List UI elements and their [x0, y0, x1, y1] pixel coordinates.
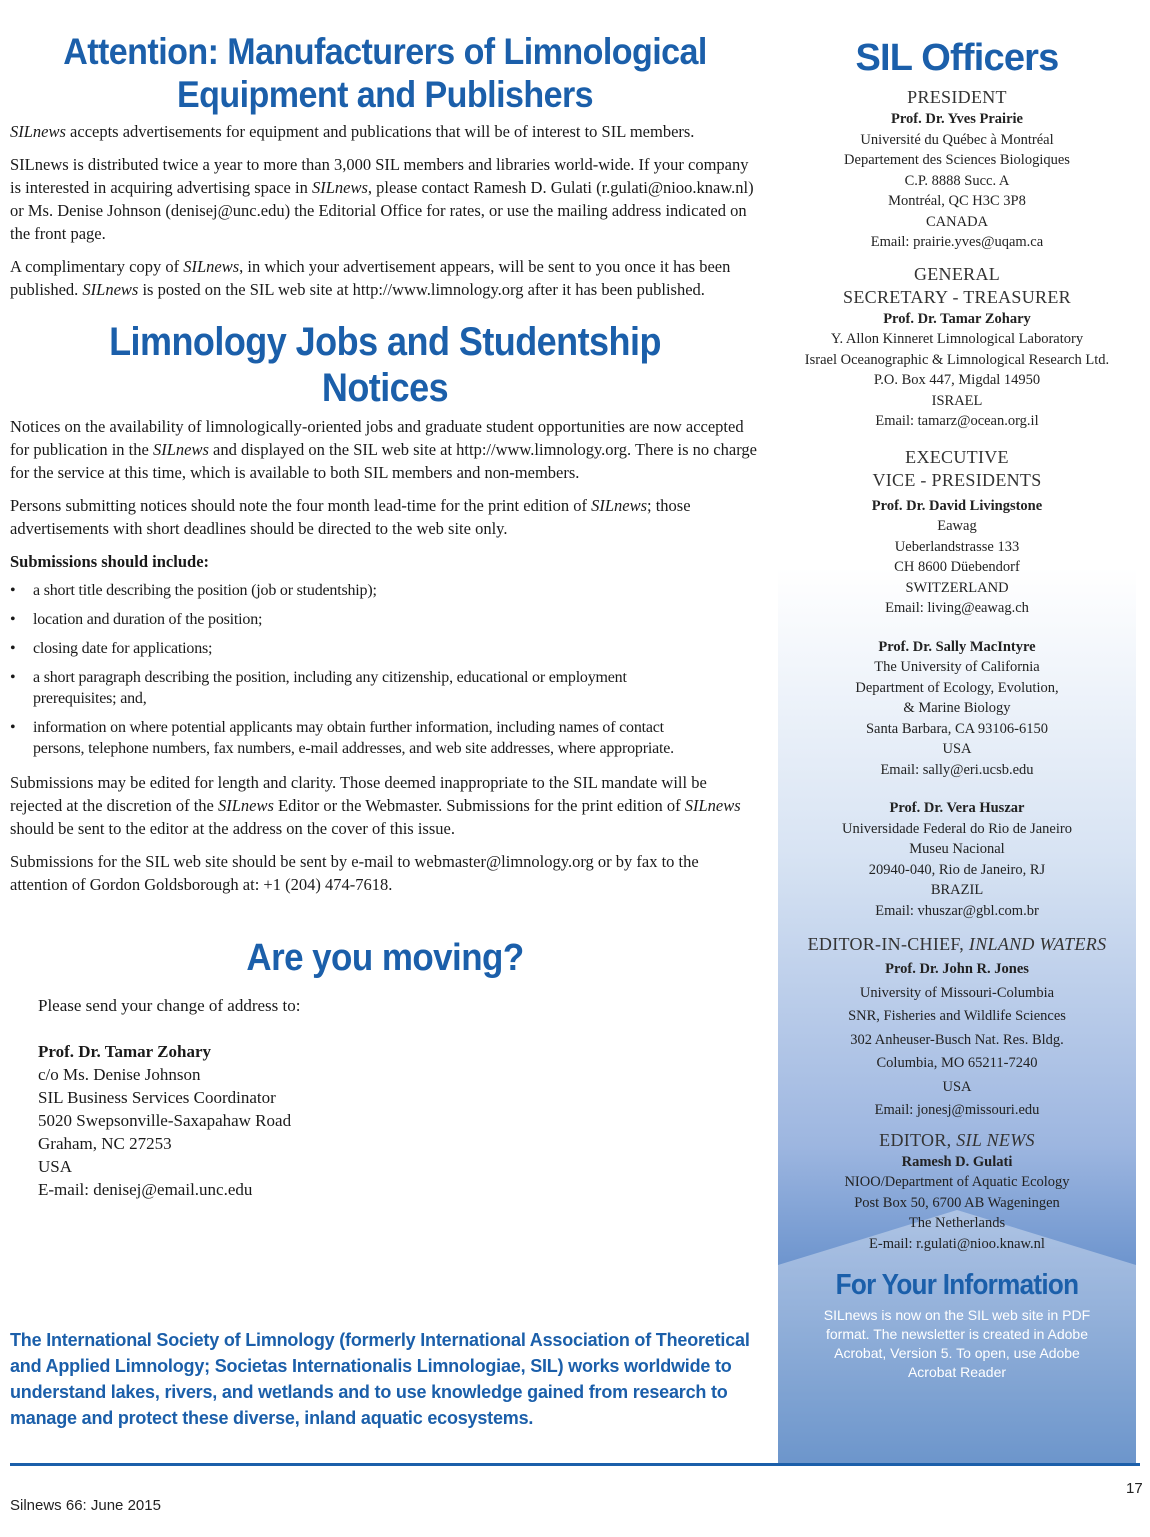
editor-details	[778, 1152, 1136, 1255]
attention-p3-text-a: A complimentary copy of	[10, 257, 184, 276]
president-role: PRESIDENT	[907, 87, 1007, 107]
moving-address-block	[38, 994, 760, 1201]
silnews-italic: SILnews	[218, 796, 274, 815]
officer-line: USA	[942, 1078, 972, 1095]
officer-line: Columbia, MO 65211-7240	[876, 1055, 1038, 1071]
silnews-italic: SILnews	[311, 178, 368, 197]
list-item-text: information on where potential applicants may obtain further information, including names of contact persons, telephone numbers, fax numbers, e-mail addresses, and web site addresses, where appropriate.	[33, 719, 674, 757]
vp-details	[778, 496, 1136, 619]
list-item	[10, 717, 760, 759]
moving-address-line: SIL Business Services Coordinator	[38, 1088, 276, 1107]
bullet-icon: •	[10, 582, 16, 599]
sidebar-content	[778, 20, 1136, 1382]
editor-role-text: EDITOR,	[879, 1129, 957, 1150]
officer-email: E-mail: r.gulati@nioo.knaw.nl	[869, 1235, 1045, 1252]
issue-label: Silnews 66: June 2015	[10, 1497, 161, 1514]
bullet-icon: •	[10, 719, 16, 736]
officer-line: P.O. Box 447, Migdal 14950	[873, 372, 1041, 388]
fyi-heading: For Your Information	[835, 1269, 1079, 1301]
list-item	[10, 638, 760, 659]
attention-p3-text-b: , in which your advertisement appears, will be sent to you once it has been published.	[10, 257, 731, 299]
jobs-paragraph-2	[10, 494, 760, 540]
submissions-list	[10, 580, 760, 759]
attention-p2-text-a: SILnews is distributed twice a year to more than 3,000 SIL members and libraries world-wide. If your company is interested in acquiring advertising space in	[10, 155, 749, 197]
officer-line: Departement des Sciences Biologiques	[844, 152, 1070, 168]
attention-paragraph-1	[10, 120, 760, 143]
officer-line: NIOO/Department of Aquatic Ecology	[844, 1174, 1070, 1190]
attention-p3-text-c: is posted on the SIL web site at http://www.limnology.org after it has been published.	[138, 280, 705, 299]
vps-role-line2: VICE - PRESIDENTS	[872, 469, 1042, 490]
list-item	[10, 667, 760, 709]
officer-line: Universidade Federal do Rio de Janeiro	[842, 820, 1072, 837]
jobs-heading: Limnology Jobs and Studentship Notices	[109, 320, 661, 410]
moving-address-line: Graham, NC 27253	[38, 1134, 172, 1153]
jobs-p2-text-b: ; those advertisements with short deadlines should be directed to the web site only.	[10, 496, 691, 538]
editor-role-italic: SIL NEWS	[956, 1129, 1035, 1150]
officer-name: Prof. Dr. David Livingstone	[871, 497, 1043, 514]
jobs-p1-text-a: Notices on the availability of limnologically-oriented jobs and graduate student opportunities are now accepted for publication in the	[10, 417, 744, 459]
moving-contact-name: Prof. Dr. Tamar Zohary	[38, 1042, 212, 1061]
eic-details	[778, 958, 1136, 1123]
officers-title: SIL Officers	[855, 37, 1059, 79]
jobs-paragraph-4: Submissions for the SIL web site should be sent by e-mail to webmaster@limnology.org or by fax to the attention of Gordon Goldsborough at: +1 (204) 474-7618.	[10, 852, 699, 894]
attention-p1-text: accepts advertisements for equipment and publications that will be of interest to SIL members.	[65, 122, 695, 141]
eic-role-italic: INLAND WATERS	[968, 934, 1107, 954]
officer-line: BRAZIL	[930, 882, 984, 898]
jobs-p3-text-b: Editor or the Webmaster. Submissions for the print edition of	[273, 796, 685, 815]
list-item-text: a short title describing the position (job or studentship);	[33, 582, 377, 599]
eic-role-text: EDITOR-IN-CHIEF,	[807, 934, 969, 954]
jobs-p1-text-b: and displayed on the SIL web site at http://www.limnology.org. There is no charge for the service at this time, which is available to both SIL members and non-members.	[10, 440, 757, 482]
officer-email: Email: prairie.yves@uqam.ca	[870, 234, 1044, 250]
bullet-icon: •	[10, 640, 16, 657]
officer-line: Université du Québec à Montréal	[860, 131, 1054, 148]
attention-heading-line1: Attention: Manufacturers of Limnological	[63, 31, 707, 72]
officer-name: Prof. Dr. Vera Huszar	[889, 800, 1025, 816]
officer-email: Email: vhuszar@gbl.com.br	[875, 902, 1039, 919]
vps-role-line1: EXECUTIVE	[905, 446, 1009, 467]
president-details	[778, 109, 1136, 253]
secretary-details	[778, 309, 1136, 432]
list-item-text: closing date for applications;	[33, 640, 213, 657]
officer-name: Prof. Dr. Yves Prairie	[891, 111, 1023, 127]
officer-line: Department of Ecology, Evolution,	[855, 679, 1059, 696]
officer-line: CH 8600 Düebendorf	[894, 559, 1020, 575]
silnews-italic: SILnews	[152, 440, 209, 459]
officer-line: Y. Allon Kinneret Limnological Laboratory	[830, 331, 1084, 347]
bullet-icon: •	[10, 611, 16, 628]
jobs-p3-text-c: should be sent to the editor at the address on the cover of this issue.	[10, 819, 455, 838]
officer-name: Prof. Dr. John R. Jones	[885, 961, 1029, 977]
officer-line: Eawag	[937, 518, 977, 534]
jobs-paragraph-3	[10, 771, 760, 840]
officer-line: SNR, Fisheries and Wildlife Sciences	[848, 1008, 1066, 1024]
officer-line: SWITZERLAND	[905, 579, 1009, 596]
moving-address-line: c/o Ms. Denise Johnson	[38, 1065, 201, 1084]
list-item	[10, 609, 760, 630]
silnews-italic: SILnews	[684, 796, 741, 815]
jobs-paragraph-1	[10, 415, 760, 484]
editor-role	[778, 1129, 1136, 1152]
vps-role	[778, 446, 1136, 492]
officers-sidebar	[778, 20, 1136, 1463]
mission-statement: The International Society of Limnology (formerly International Association of Theoretical and Applied Limnology; Societas Internationalis Limnologiae, SIL) works worldwide to understand lakes, rivers, and wetlands and to use knowledge gained from research to manage and protect these diverse, inland aquatic ecosystems.	[10, 1330, 750, 1428]
page-number: 17	[1126, 1480, 1143, 1497]
moving-heading: Are you moving?	[246, 937, 524, 979]
officer-line: USA	[942, 741, 972, 757]
main-column	[10, 30, 760, 1201]
officer-name: Ramesh D. Gulati	[901, 1153, 1013, 1170]
moving-address-line: USA	[38, 1157, 73, 1176]
fyi-text: SILnews is now on the SIL web site in PDF format. The newsletter is created in Adobe Acrobat, Version 5. To open, use Adobe Acrobat Reader	[823, 1307, 1091, 1380]
officer-line: The University of California	[874, 659, 1040, 675]
officer-line: & Marine Biology	[903, 700, 1011, 716]
vp-details	[778, 637, 1136, 781]
officer-line: Ueberlandstrasse 133	[894, 538, 1020, 555]
moving-intro: Please send your change of address to:	[38, 996, 301, 1015]
moving-email: E-mail: denisej@email.unc.edu	[38, 1180, 253, 1199]
attention-paragraph-2	[10, 153, 760, 245]
officer-line: Post Box 50, 6700 AB Wageningen	[854, 1194, 1060, 1211]
attention-p2-text-b: , please contact Ramesh D. Gulati (r.gulati@nioo.knaw.nl) or Ms. Denise Johnson (denisej@unc.edu) the Editorial Office for rates, or use the mailing address indicated on the front page.	[10, 178, 754, 243]
bullet-icon: •	[10, 669, 16, 686]
list-item-text: location and duration of the position;	[33, 611, 263, 628]
silnews-italic: SILnews	[591, 496, 647, 515]
silnews-italic: SILnews	[82, 280, 139, 299]
secretary-role-line2: SECRETARY - TREASURER	[843, 286, 1071, 307]
officer-line: The Netherlands	[908, 1215, 1006, 1231]
attention-paragraph-3	[10, 255, 760, 301]
officer-name: Prof. Dr. Sally MacIntyre	[878, 638, 1036, 655]
silnews-italic: SILnews	[10, 122, 66, 141]
attention-heading-line2: Equipment and Publishers	[176, 74, 594, 115]
officer-line: Montréal, QC H3C 3P8	[888, 193, 1026, 209]
officer-line: ISRAEL	[931, 392, 983, 409]
jobs-p2-text-a: Persons submitting notices should note the four month lead-time for the print edition of	[10, 496, 592, 515]
officer-line: University of Missouri-Columbia	[859, 984, 1055, 1001]
silnews-italic: SILnews	[183, 257, 240, 276]
officer-line: 302 Anheuser-Busch Nat. Res. Bldg.	[850, 1031, 1064, 1048]
officer-email: Email: jonesj@missouri.edu	[874, 1102, 1040, 1118]
moving-address-line: 5020 Swepsonville-Saxapahaw Road	[38, 1111, 292, 1130]
vp-details	[778, 798, 1136, 921]
secretary-role	[778, 263, 1136, 309]
officer-line: C.P. 8888 Succ. A	[904, 172, 1010, 189]
footer-rule	[10, 1463, 1140, 1466]
list-item-text: a short paragraph describing the position, including any citizenship, educational or employment prerequisites; and,	[33, 669, 627, 707]
officer-line: Israel Oceanographic & Limnological Research Ltd.	[804, 351, 1110, 368]
attention-heading	[40, 30, 730, 116]
list-item	[10, 580, 760, 601]
officer-email: Email: tamarz@ocean.org.il	[875, 413, 1039, 429]
secretary-role-line1: GENERAL	[913, 263, 1001, 284]
officer-line: Museu Nacional	[909, 841, 1005, 857]
officer-email: Email: living@eawag.ch	[885, 600, 1029, 616]
jobs-p3-text-a: Submissions may be edited for length and clarity. Those deemed inappropriate to the SIL mandate will be rejected at the discretion of the	[10, 773, 707, 815]
eic-role	[778, 933, 1136, 956]
officer-email: Email: sally@eri.ucsb.edu	[880, 761, 1034, 778]
officer-line: CANADA	[925, 213, 989, 230]
officer-name: Prof. Dr. Tamar Zohary	[883, 310, 1031, 327]
officer-line: Santa Barbara, CA 93106-6150	[865, 720, 1049, 737]
officer-line: 20940-040, Rio de Janeiro, RJ	[868, 861, 1046, 878]
submissions-subheading: Submissions should include:	[10, 552, 210, 571]
spacer	[38, 1017, 760, 1040]
